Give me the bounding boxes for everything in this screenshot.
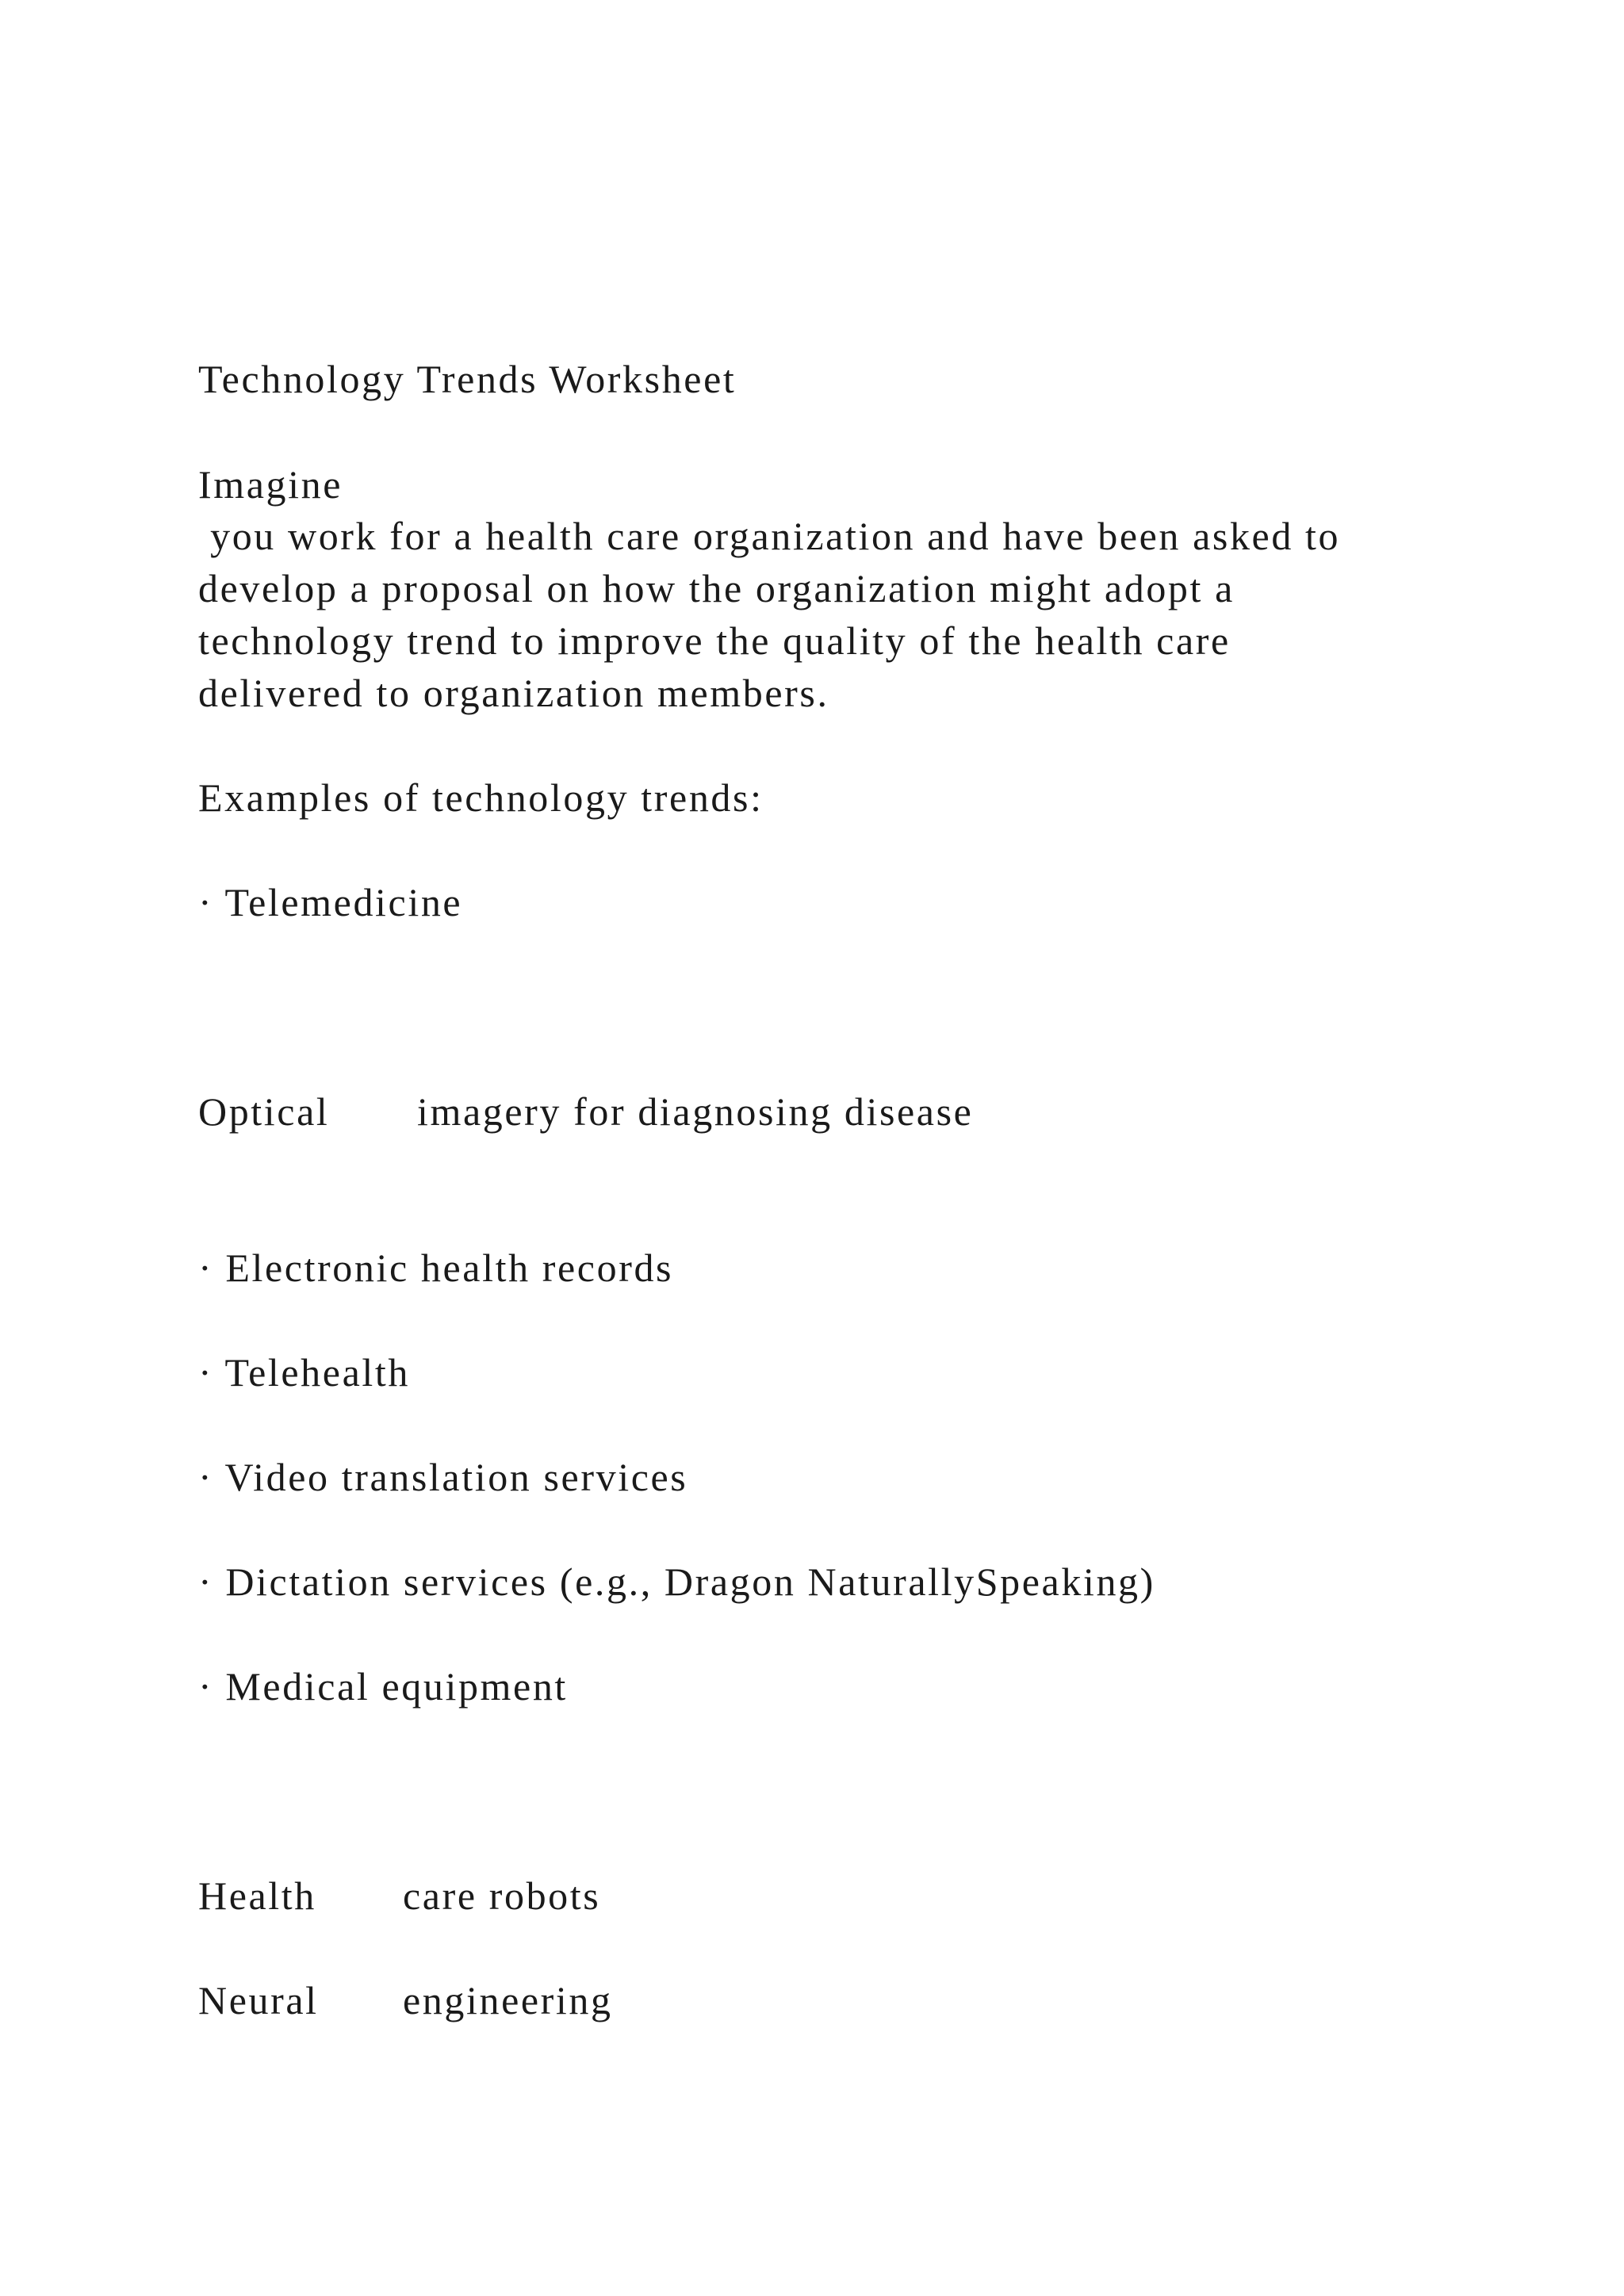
list-item-medical-equipment: · Medical equipment — [198, 1664, 568, 1709]
neural-rest: engineering — [403, 1978, 613, 2022]
intro-line-3: technology trend to improve the quality of the health care — [198, 618, 1231, 663]
list-item-optical-imagery — [198, 1085, 973, 1138]
intro-line-4: delivered to organization members. — [198, 671, 829, 715]
examples-heading: Examples of technology trends: — [198, 775, 764, 820]
robots-rest: care robots — [403, 1873, 601, 1918]
list-item-video-translation: · Video translation services — [198, 1455, 688, 1499]
optical-rest: imagery for diagnosing disease — [417, 1089, 974, 1134]
list-item-telemedicine: · Telemedicine — [198, 880, 463, 924]
intro-line-1: you work for a health care organization and have been asked to — [198, 514, 1341, 558]
optical-word: Optical — [198, 1089, 330, 1134]
list-item-dictation-services: · Dictation services (e.g., Dragon NaturallySpeaking) — [198, 1559, 1155, 1604]
neural-word: Neural — [198, 1978, 319, 2022]
document-title: Technology Trends Worksheet — [198, 357, 737, 401]
robots-word: Health — [198, 1873, 316, 1918]
intro-first-word: Imagine — [198, 462, 343, 507]
list-item-health-care-robots — [198, 1869, 600, 1922]
list-item-telehealth: · Telehealth — [198, 1350, 410, 1395]
list-item-electronic-health-records: · Electronic health records — [198, 1246, 674, 1290]
intro-line-2: develop a proposal on how the organization might adopt a — [198, 566, 1235, 610]
list-item-neural-engineering — [198, 1974, 613, 2026]
